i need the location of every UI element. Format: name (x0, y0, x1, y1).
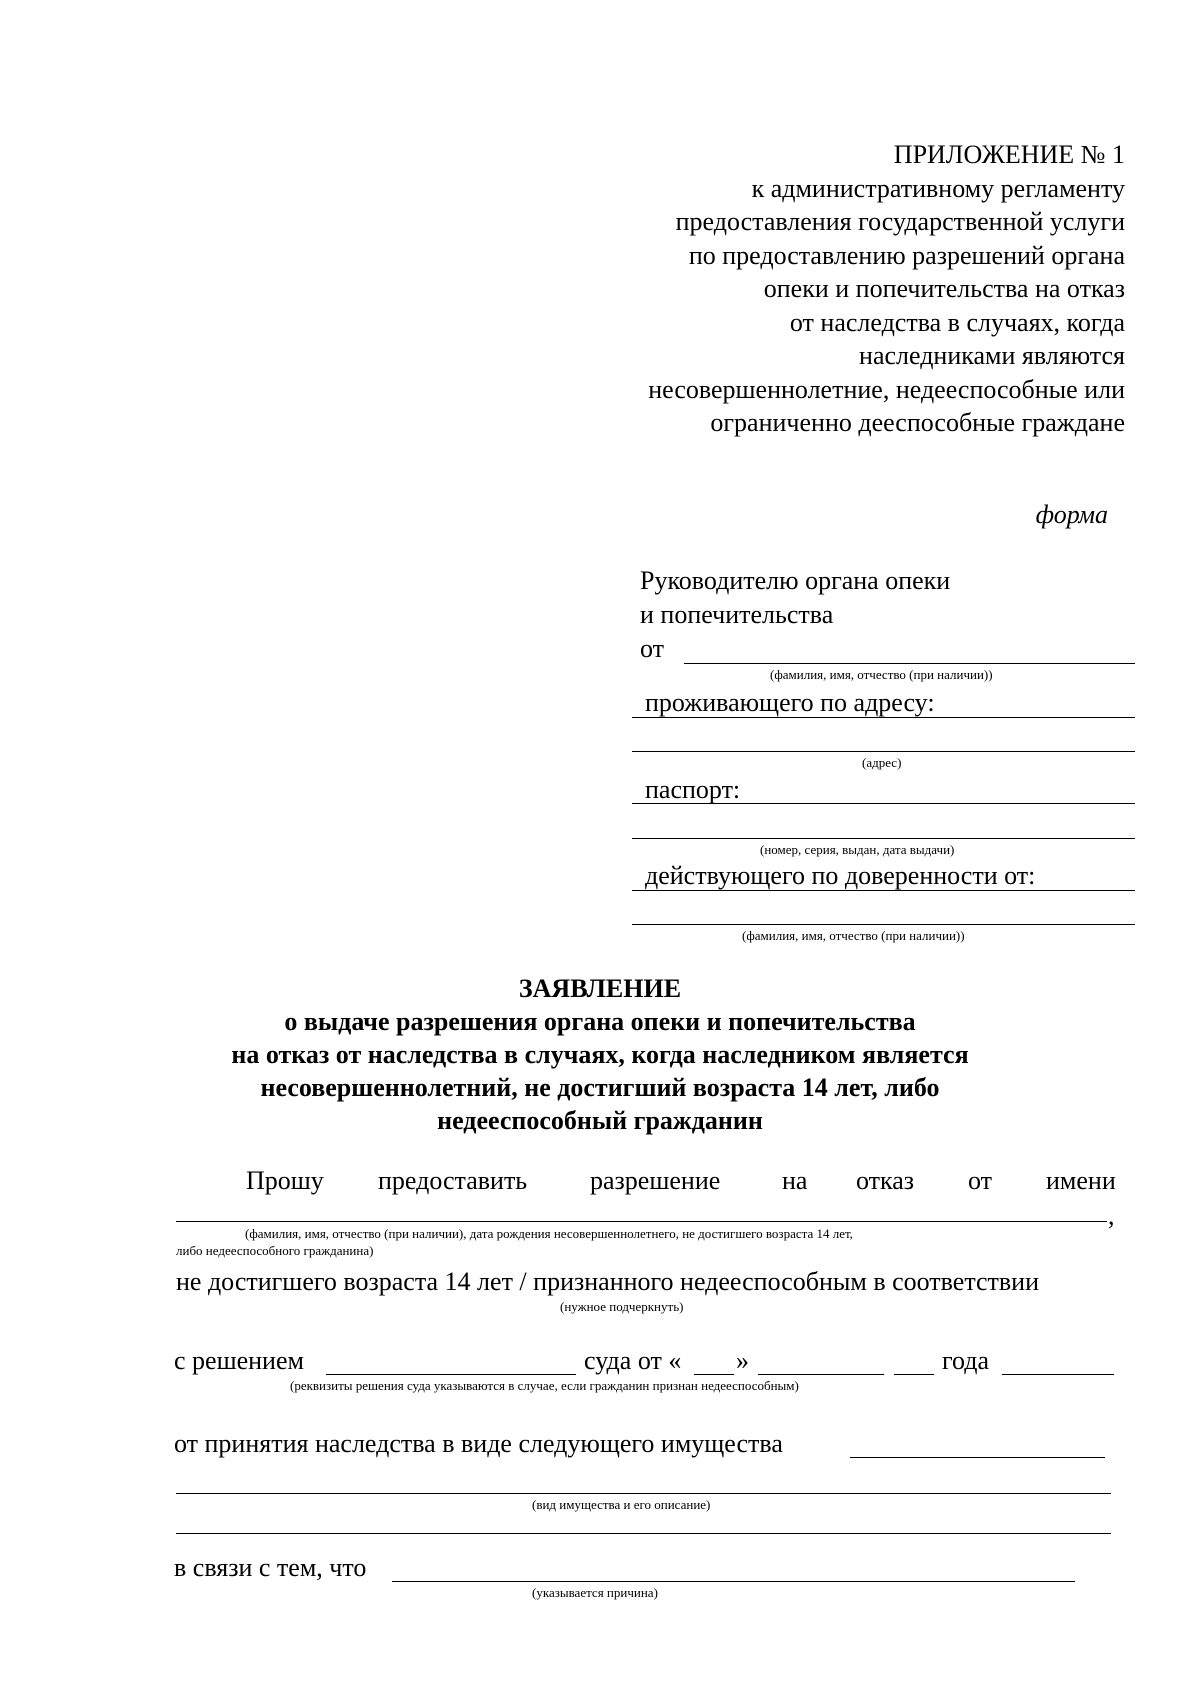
ward-name-caption-1: (фамилия, имя, отчество (при наличии), дата рождения несовершеннолетнего, не достигшего возраста 14 лет, (245, 1226, 853, 1241)
property-field-2[interactable] (176, 1493, 1111, 1494)
appendix-line: ПРИЛОЖЕНИЕ № 1 (893, 140, 1125, 169)
proxy-name-field[interactable] (632, 924, 1135, 925)
reason-field[interactable] (392, 1581, 1075, 1582)
appendix-line: от наследства в случаях, когда (789, 307, 1125, 337)
quote-close: » (736, 1346, 749, 1375)
appendix-line: несовершеннолетние, недееспособные или (648, 374, 1125, 404)
decision-year-field[interactable] (894, 1374, 934, 1375)
residing-underline[interactable] (632, 717, 1135, 718)
year-label: года (942, 1346, 990, 1375)
title-line: о выдаче разрешения органа опеки и попечительства (284, 1007, 916, 1036)
appendix-block (648, 138, 1125, 440)
title-line: недееспособный гражданин (437, 1106, 763, 1135)
status-line: не достигшего возраста 14 лет / признанного недееспособным в соответствии (176, 1267, 1040, 1296)
ward-name-field[interactable] (176, 1221, 1107, 1222)
decision-number-field[interactable] (1002, 1374, 1114, 1375)
request-word: разрешение (590, 1166, 721, 1195)
status-caption: (нужное подчеркнуть) (560, 1299, 684, 1314)
title-line: на отказ от наследства в случаях, когда наследником является (231, 1040, 969, 1069)
reason-caption: (указывается причина) (532, 1585, 658, 1600)
address-field[interactable] (632, 751, 1135, 752)
request-word: отказ (856, 1166, 915, 1195)
addressee-line-1: Руководителю органа опеки (640, 566, 951, 595)
applicant-name-field[interactable] (684, 663, 1135, 664)
decision-label: с решением (174, 1346, 304, 1375)
decision-caption: (реквизиты решения суда указываются в случае, если гражданин признан недееспособным) (290, 1378, 799, 1393)
address-caption: (адрес) (862, 755, 902, 770)
property-label: от принятия наследства в виде следующего имущества (174, 1429, 783, 1458)
request-word: Прошу (246, 1166, 324, 1195)
ward-name-caption-2: либо недееспособного гражданина) (176, 1243, 374, 1258)
form-label: форма (1035, 500, 1108, 529)
applicant-name-caption: (фамилия, имя, отчество (при наличии)) (770, 667, 993, 682)
passport-field-2[interactable] (632, 838, 1135, 839)
from-label: от (640, 634, 665, 663)
residing-label: проживающего по адресу: (645, 688, 935, 717)
property-caption: (вид имущества и его описание) (532, 1497, 711, 1512)
proxy-underline[interactable] (632, 890, 1135, 891)
document-title (0, 972, 1200, 1137)
appendix-line: по предоставлению разрешений органа (688, 240, 1125, 270)
addressee-line-2: и попечительства (640, 600, 834, 629)
court-from-label: суда от « (584, 1346, 682, 1375)
appendix-line: предоставления государственной услуги (675, 207, 1125, 236)
passport-caption: (номер, серия, выдан, дата выдачи) (760, 842, 955, 857)
decision-month-field[interactable] (758, 1374, 884, 1375)
proxy-caption: (фамилия, имя, отчество (при наличии)) (742, 928, 965, 943)
decision-day-field[interactable] (694, 1374, 734, 1375)
property-field-3[interactable] (176, 1533, 1111, 1534)
request-word: предоставить (378, 1166, 528, 1195)
request-word: имени (1046, 1166, 1116, 1195)
request-word: на (782, 1166, 808, 1195)
reason-label: в связи с тем, что (174, 1553, 367, 1582)
court-name-field[interactable] (326, 1374, 576, 1375)
property-field-1[interactable] (850, 1457, 1105, 1458)
title-line: несовершеннолетний, не достигший возраста 14 лет, либо (260, 1073, 940, 1102)
passport-field-1[interactable] (632, 803, 1135, 804)
appendix-line: наследниками являются (859, 341, 1125, 370)
appendix-line: ограниченно дееспособные граждане (710, 408, 1125, 437)
appendix-line: опеки и попечительства на отказ (763, 274, 1125, 303)
proxy-label: действующего по доверенности от: (645, 861, 1036, 890)
comma: , (1108, 1201, 1115, 1230)
title-heading: ЗАЯВЛЕНИЕ (518, 974, 682, 1003)
appendix-line: к административному регламенту (751, 173, 1125, 203)
request-word: от (968, 1166, 993, 1195)
passport-label: паспорт: (645, 775, 741, 804)
